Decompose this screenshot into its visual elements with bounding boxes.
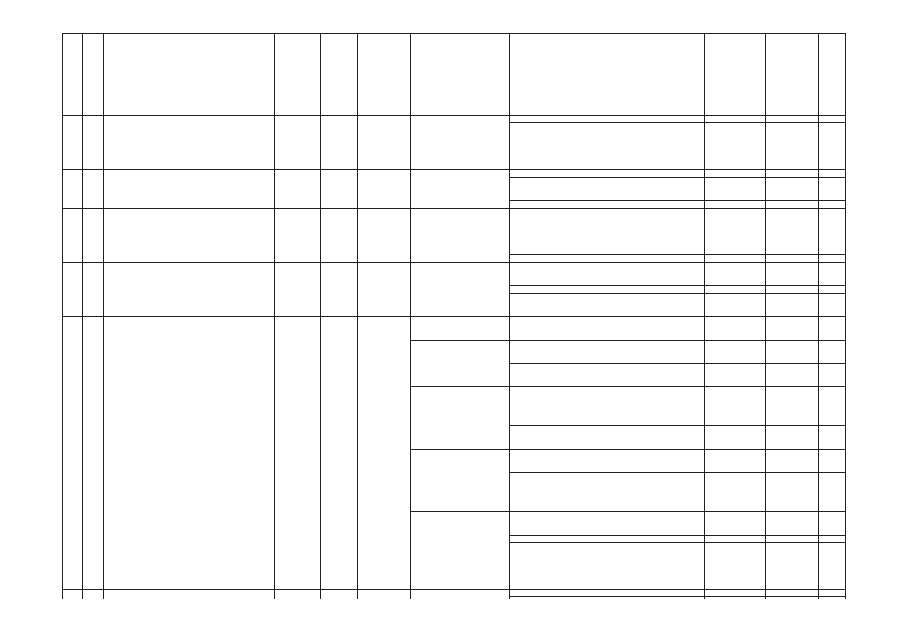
budget-table	[62, 33, 846, 599]
